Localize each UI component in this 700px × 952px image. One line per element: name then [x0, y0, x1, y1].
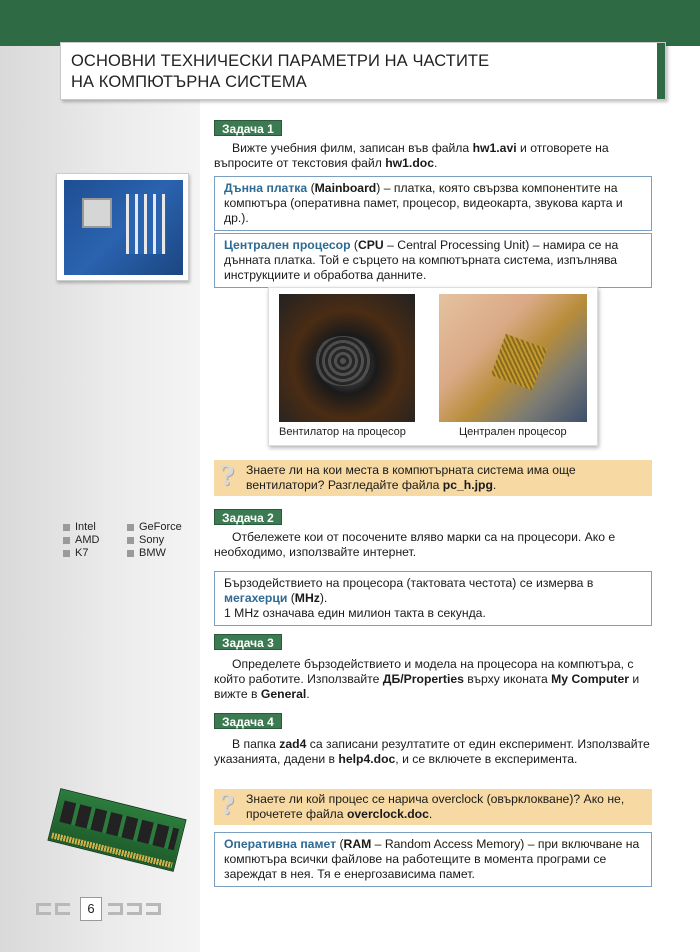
ram-definition-box — [214, 832, 652, 887]
speed-open: ( — [287, 591, 295, 605]
brand-item — [63, 547, 127, 560]
task1-label: Задача 1 — [214, 120, 282, 136]
mainboard-picture — [64, 180, 183, 275]
brand-label: K7 — [75, 547, 89, 559]
brand-item — [127, 547, 191, 560]
ram-rest: – Random Access Memory) – при включване на компютъра всички файлове на работещите в момента програми се зареждат в нея. Тя е енергозависима памет. — [224, 837, 640, 881]
question-mark-icon: ? — [220, 788, 235, 821]
task3-cmd1: ДБ/Properties — [382, 672, 464, 686]
speed-line2: 1 MHz означава един милион такта в секунда. — [224, 606, 486, 620]
hint2-file: overclock.doc — [346, 807, 429, 821]
brand-item — [63, 521, 127, 534]
task4-text-b: са записани резултатите от един експеримент. Използвайте указанията, дадени в — [214, 737, 650, 766]
cpu-speed-box — [214, 571, 652, 626]
cpu-fan-photo — [279, 294, 415, 422]
task3-text-a: Определете бързодействието и модела на процесора на компютъра, с който работите. Използвайте — [214, 657, 634, 686]
checkbox-square-icon — [127, 537, 134, 544]
hint1-text-b: . — [492, 478, 497, 492]
task3-cmd3: General — [260, 687, 307, 701]
checkbox-square-icon — [127, 550, 134, 557]
task4-text-a: В папка — [232, 737, 280, 751]
brand-label: Sony — [139, 534, 165, 546]
title-accent — [657, 43, 665, 99]
mainboard-rest: ) – платка, която свързва компонентите на компютъра (оперативна памет, процесор, видеокарта, звукова карта и др.). — [224, 181, 623, 225]
bracket-icon — [127, 903, 142, 915]
task3-label: Задача 3 — [214, 634, 282, 650]
task3-text-c: и вижте в — [214, 672, 640, 701]
caption-cpu: Централен процесор — [459, 426, 567, 438]
hint-overclock-box — [214, 789, 652, 825]
cpu-rest: – Central Processing Unit) – намира се на дънната платка. Той е сърцето на компютърната система, изпълнява инструкциите и обработва данните. — [224, 238, 619, 282]
hint-fans-box — [214, 460, 652, 496]
task1-text-a: Вижте учебния филм, записан във файла — [232, 141, 473, 155]
task1-text-c: . — [434, 156, 438, 170]
hint2-text-a: Знаете ли кой процес се нарича overclock (овърклокване)? Ако не, прочетете файла — [246, 792, 625, 821]
brand-label: Intel — [75, 521, 96, 533]
task4-text-c: , и се включете в експеримента. — [395, 752, 578, 766]
bracket-icon — [146, 903, 161, 915]
mainboard-image — [56, 173, 189, 281]
cpu-photo — [439, 294, 587, 422]
brand-label: BMW — [139, 547, 166, 559]
top-band — [0, 0, 700, 46]
cpu-term: Централен процесор — [224, 238, 351, 252]
task3-text-d: . — [306, 687, 310, 701]
speed-close: ). — [319, 591, 328, 605]
task4-label: Задача 4 — [214, 713, 282, 729]
brand-label: GeForce — [139, 521, 182, 533]
bracket-icon — [108, 903, 123, 915]
hint1-file: pc_h.jpg — [442, 478, 493, 492]
bracket-icon — [36, 903, 51, 915]
task2-label: Задача 2 — [214, 509, 282, 525]
ram-open: ( — [336, 837, 344, 851]
task3-text-b: върху иконата — [463, 672, 552, 686]
speed-text-a: Бързодействието на процесора (тактовата честота) се измерва в — [224, 576, 594, 590]
photo-frame — [268, 287, 598, 446]
checkbox-square-icon — [63, 524, 70, 531]
task1-file1: hw1.avi — [472, 141, 517, 155]
brand-label: AMD — [75, 534, 100, 546]
checkbox-square-icon — [127, 524, 134, 531]
hint1-text-a: Знаете ли на кои места в компютърната система има още вентилатори? Разгледайте файла — [246, 463, 576, 492]
task4-text — [214, 737, 654, 767]
task3-text — [214, 657, 654, 702]
page-number: 6 — [80, 897, 102, 921]
title-bar — [60, 42, 666, 100]
page-footer — [36, 898, 165, 920]
mainboard-open: ( — [307, 181, 315, 195]
brand-item — [127, 534, 191, 547]
task4-file: help4.doc — [338, 752, 396, 766]
task1-text — [214, 141, 654, 171]
checkbox-square-icon — [63, 537, 70, 544]
question-mark-icon: ? — [220, 459, 235, 492]
mainboard-term: Дънна платка — [224, 181, 308, 195]
cpu-open: ( — [350, 238, 358, 252]
mainboard-definition-box — [214, 176, 652, 231]
caption-cpu-fan: Вентилатор на процесор — [279, 426, 406, 438]
speed-unit: MHz — [294, 591, 320, 605]
task4-folder: zad4 — [279, 737, 307, 751]
task1-file2: hw1.doc — [385, 156, 434, 170]
ram-en: RAM — [343, 837, 372, 851]
page-title-line1: ОСНОВНИ ТЕХНИЧЕСКИ ПАРАМЕТРИ НА ЧАСТИТЕ — [71, 52, 490, 70]
task1-text-b: и отговорете на въпросите от текстовия файл — [214, 141, 609, 170]
task3-cmd2: My Computer — [551, 672, 629, 686]
cpu-en: CPU — [357, 238, 384, 252]
page-title-line2: НА КОМПЮТЪРНА СИСТЕМА — [71, 73, 307, 91]
bracket-icon — [55, 903, 70, 915]
brand-list — [63, 521, 198, 560]
speed-term: мегахерци — [224, 591, 288, 605]
task2-text: Отбележете кои от посочените вляво марки са на процесори. Ако е необходимо, използвайте интернет. — [214, 530, 616, 559]
page-title — [71, 51, 489, 93]
checkbox-square-icon — [63, 550, 70, 557]
hint2-text-b: . — [428, 807, 433, 821]
ram-term: Оперативна памет — [224, 837, 337, 851]
mainboard-en: Mainboard — [314, 181, 377, 195]
cpu-definition-box — [214, 233, 652, 288]
brand-item — [63, 534, 127, 547]
brand-item — [127, 521, 191, 534]
